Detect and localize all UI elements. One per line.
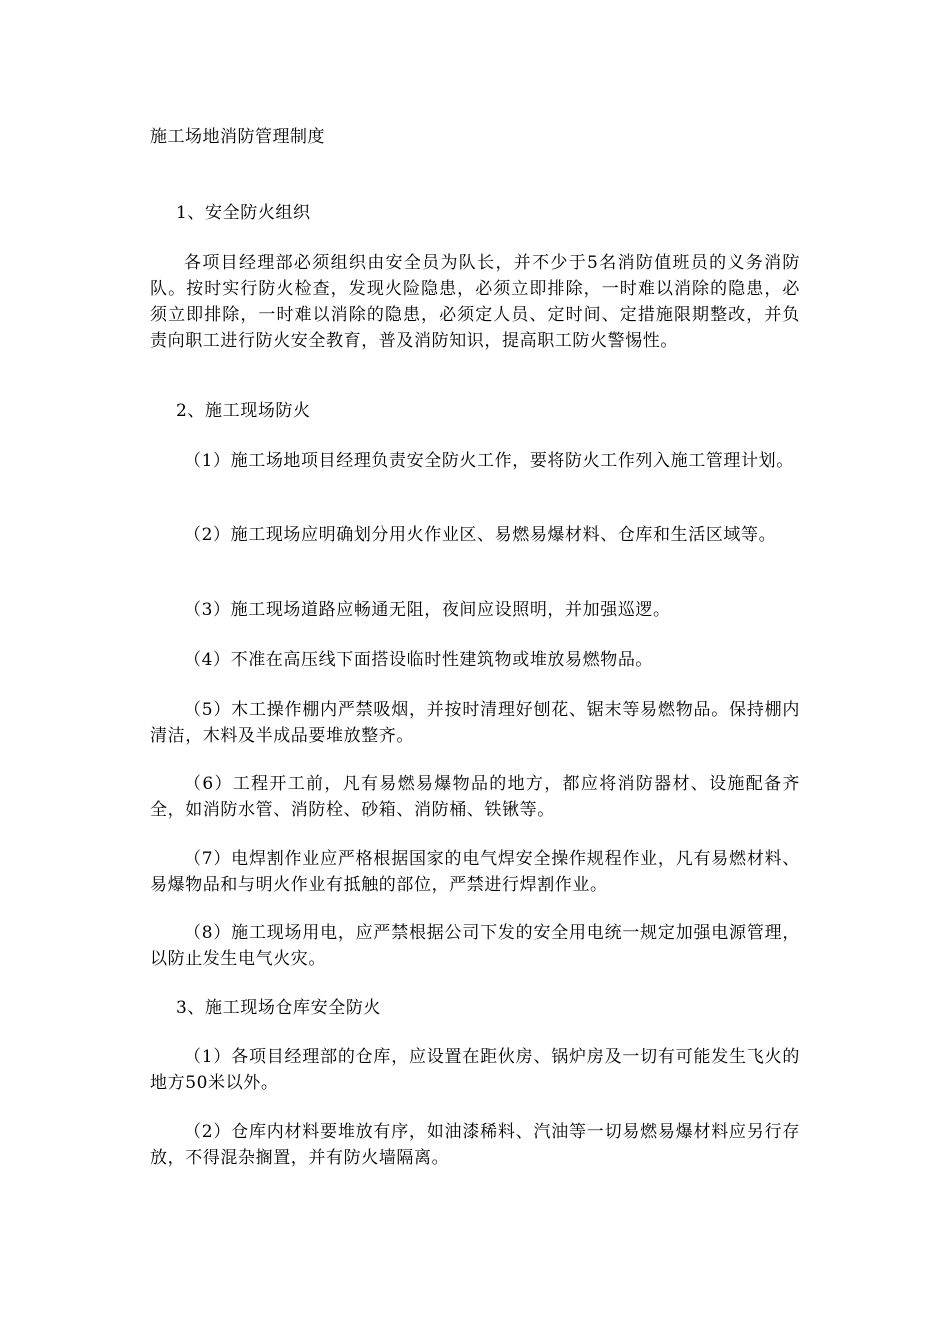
section-2-item-5: （5）木工操作棚内严禁吸烟，并按时清理好刨花、锯末等易燃物品。保持棚内清洁，木料及半成品要堆放整齐。 bbox=[150, 700, 800, 746]
section-heading-1: 1、安全防火组织 bbox=[176, 203, 311, 223]
section-2-item-6: （6）工程开工前，凡有易燃易爆物品的地方，都应将消防器材、设施配备齐全，如消防水管、消防栓、砂箱、消防桶、铁锹等。 bbox=[150, 774, 800, 820]
section-3-item-2: （2）仓库内材料要堆放有序，如油漆稀料、汽油等一切易燃易爆材料应另行存放，不得混杂搁置，并有防火墙隔离。 bbox=[150, 1122, 800, 1168]
section-heading-2: 2、施工现场防火 bbox=[176, 401, 311, 421]
section-2-item-2: （2）施工现场应明确划分用火作业区、易燃易爆材料、仓库和生活区域等。 bbox=[184, 525, 777, 545]
section-3-item-1: （1）各项目经理部的仓库，应设置在距伙房、锅炉房及一切有可能发生飞火的地方50米以外。 bbox=[150, 1047, 800, 1093]
section-2-item-4: （4）不准在高压线下面搭设临时性建筑物或堆放易燃物品。 bbox=[184, 650, 654, 670]
section-2-item-7: （7）电焊割作业应严格根据国家的电气焊安全操作规程作业，凡有易燃材料、易爆物品和与明火作业有抵触的部位，严禁进行焊割作业。 bbox=[150, 849, 800, 895]
section-2-item-3: （3）施工现场道路应畅通无阻，夜间应设照明，并加强巡逻。 bbox=[184, 600, 671, 620]
document-title: 施工场地消防管理制度 bbox=[150, 127, 325, 147]
section-1-paragraph-1: 各项目经理部必须组织由安全员为队长，并不少于5名消防值班员的义务消防队。按时实行防火检查，发现火险隐患，必须立即排除，一时难以消除的隐患，必须立即排除，一时难以消除的隐患，必须定人员、定时间、定措施限期整改，并负责向职工进行防火安全教育，普及消防知识，提高职工防火警惕性。 bbox=[150, 253, 800, 351]
section-2-item-8: （8）施工现场用电，应严禁根据公司下发的安全用电统一规定加强电源管理，以防止发生电气火灾。 bbox=[150, 923, 800, 969]
section-2-item-1: （1）施工场地项目经理负责安全防火工作，要将防火工作列入施工管理计划。 bbox=[184, 451, 794, 471]
section-heading-3: 3、施工现场仓库安全防火 bbox=[176, 998, 382, 1018]
